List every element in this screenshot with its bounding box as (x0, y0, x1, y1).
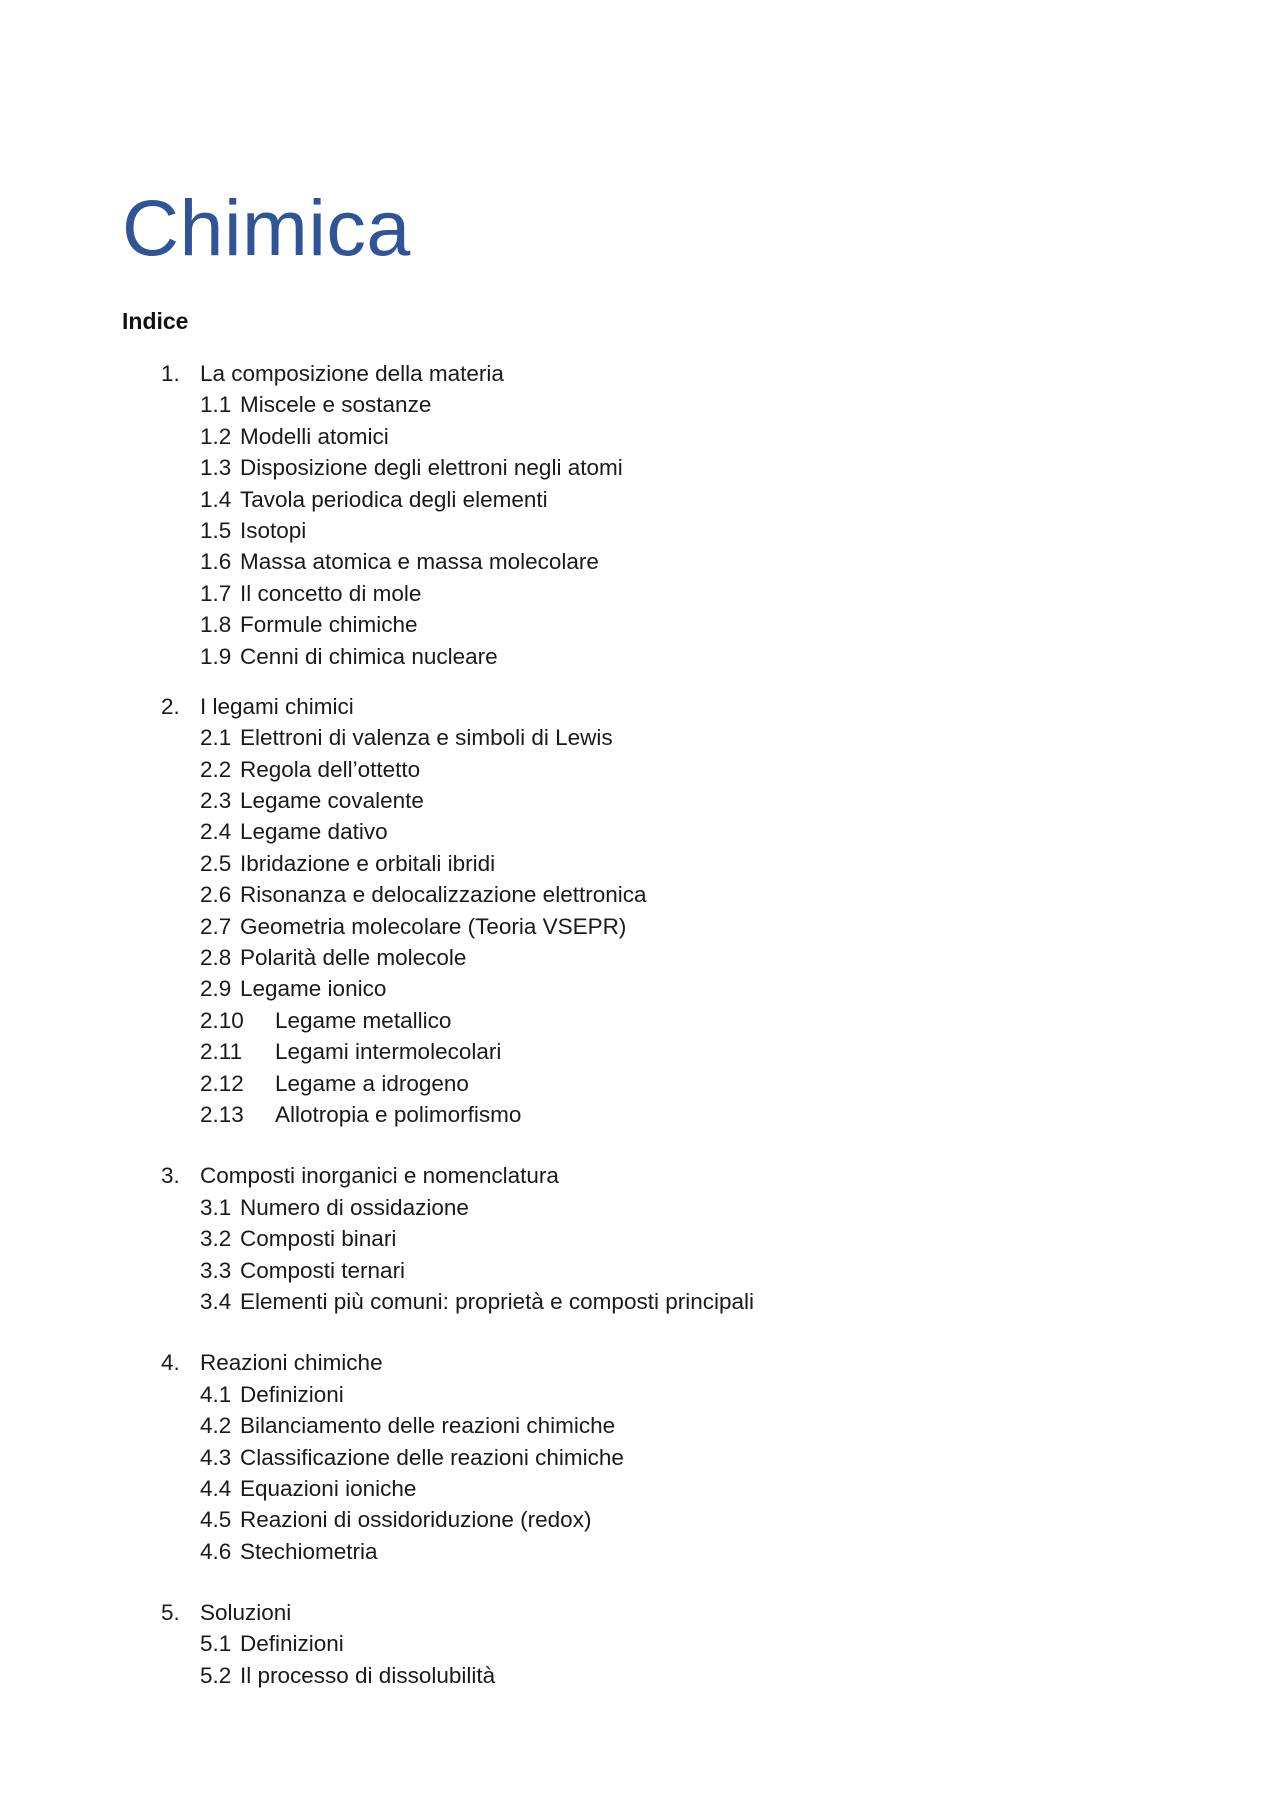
toc-subsection-row (161, 1660, 1161, 1691)
toc-subsection-row (161, 754, 1161, 785)
subsection-title: Ibridazione e orbitali ibridi (240, 850, 496, 876)
subsection-title: Composti binari (240, 1226, 397, 1252)
subsection-title: Modelli atomici (240, 423, 389, 449)
subsection-number: 1.6 (200, 549, 232, 575)
subsection-number: 1.5 (200, 517, 232, 543)
subsection-title: Massa atomica e massa molecolare (240, 549, 599, 575)
subsection-number: 2.9 (200, 976, 232, 1002)
toc-subsection-row (161, 641, 1161, 672)
table-of-contents (161, 358, 1161, 1691)
chapter-title: Soluzioni (200, 1600, 292, 1626)
subsection-number: 2.6 (200, 882, 232, 908)
subsection-number: 1.2 (200, 423, 232, 449)
chapter-number: 4. (161, 1350, 180, 1376)
subsection-number: 2.2 (200, 756, 232, 782)
toc-subsection-row (161, 1536, 1161, 1567)
chapter-number: 2. (161, 693, 180, 719)
toc-subsection-row (161, 848, 1161, 879)
subsection-number: 3.3 (200, 1257, 232, 1283)
toc-subsection-row (161, 452, 1161, 483)
toc-subsection-row (161, 484, 1161, 515)
chapter-number: 3. (161, 1163, 180, 1189)
chapter-title: Composti inorganici e nomenclatura (200, 1163, 559, 1189)
toc-subsection-row (161, 1223, 1161, 1254)
subsection-number: 4.4 (200, 1475, 232, 1501)
toc-subsection-row (161, 1099, 1161, 1130)
chapter-title: Reazioni chimiche (200, 1350, 383, 1376)
subsection-number: 5.2 (200, 1662, 232, 1688)
subsection-title: Cenni di chimica nucleare (240, 643, 498, 669)
subsection-title: Legame ionico (240, 976, 387, 1002)
subsection-title: Definizioni (240, 1381, 344, 1407)
subsection-title: Equazioni ioniche (240, 1475, 417, 1501)
subsection-number: 4.2 (200, 1413, 232, 1439)
subsection-number: 1.9 (200, 643, 232, 669)
subsection-title: Geometria molecolare (Teoria VSEPR) (240, 913, 627, 939)
subsection-title: Il processo di dissolubilità (240, 1662, 496, 1688)
subsection-number: 2.8 (200, 945, 232, 971)
subsection-title: Legame metallico (275, 1007, 452, 1033)
subsection-title: Classificazione delle reazioni chimiche (240, 1444, 624, 1470)
toc-subsection-row (161, 1286, 1161, 1317)
toc-subsection-row (161, 1005, 1161, 1036)
subsection-title: Bilanciamento delle reazioni chimiche (240, 1413, 616, 1439)
toc-chapter-row (161, 1597, 1161, 1628)
toc-subsection-row (161, 1628, 1161, 1659)
subsection-number: 2.7 (200, 913, 232, 939)
subsection-number: 1.1 (200, 392, 232, 418)
toc-subsection-row (161, 578, 1161, 609)
toc-subsection-row (161, 1410, 1161, 1441)
subsection-title: Allotropia e polimorfismo (275, 1101, 522, 1127)
subsection-number: 2.5 (200, 850, 232, 876)
toc-chapter-4 (161, 1347, 1161, 1567)
subsection-title: Polarità delle molecole (240, 945, 467, 971)
subsection-number: 2.10 (200, 1007, 244, 1033)
subsection-number: 2.13 (200, 1101, 244, 1127)
subsection-title: Definizioni (240, 1631, 344, 1657)
subsection-number: 3.2 (200, 1226, 232, 1252)
subsection-title: Legame dativo (240, 819, 388, 845)
toc-chapter-row (161, 358, 1161, 389)
subsection-number: 1.7 (200, 580, 232, 606)
toc-chapter-row (161, 1160, 1161, 1191)
toc-subsection-row (161, 785, 1161, 816)
toc-subsection-row (161, 1379, 1161, 1410)
chapter-number: 1. (161, 361, 180, 386)
subsection-number: 5.1 (200, 1631, 232, 1657)
subsection-title: Stechiometria (240, 1538, 378, 1564)
toc-subsection-row (161, 1192, 1161, 1223)
toc-subsection-row (161, 911, 1161, 942)
toc-subsection-row (161, 515, 1161, 546)
subsection-number: 2.3 (200, 788, 232, 814)
subsection-title: Legame covalente (240, 788, 424, 814)
toc-subsection-row (161, 1255, 1161, 1286)
toc-heading: Indice (122, 308, 189, 334)
toc-subsection-row (161, 1036, 1161, 1067)
subsection-title: Elementi più comuni: proprietà e composti principali (240, 1288, 754, 1314)
subsection-title: Miscele e sostanze (240, 392, 432, 418)
subsection-title: Il concetto di mole (240, 580, 422, 606)
toc-chapter-5 (161, 1597, 1161, 1691)
toc-subsection-row (161, 816, 1161, 847)
toc-subsection-row (161, 942, 1161, 973)
chapter-title: La composizione della materia (200, 361, 504, 386)
subsection-number: 1.8 (200, 612, 232, 638)
chapter-title: I legami chimici (200, 693, 354, 719)
toc-chapter-1 (161, 358, 1161, 672)
subsection-title: Isotopi (240, 517, 307, 543)
subsection-title: Disposizione degli elettroni negli atomi (240, 455, 623, 481)
subsection-title: Formule chimiche (240, 612, 418, 638)
toc-subsection-row (161, 609, 1161, 640)
subsection-number: 2.12 (200, 1070, 244, 1096)
subsection-number: 2.11 (200, 1039, 243, 1065)
subsection-number: 2.1 (200, 725, 232, 751)
toc-subsection-row (161, 1442, 1161, 1473)
subsection-number: 3.1 (200, 1194, 232, 1220)
toc-subsection-row (161, 722, 1161, 753)
chapter-number: 5. (161, 1600, 180, 1626)
document-title: Chimica (122, 183, 411, 272)
subsection-number: 4.1 (200, 1381, 232, 1407)
toc-subsection-row (161, 879, 1161, 910)
toc-subsection-row (161, 546, 1161, 577)
subsection-number: 4.3 (200, 1444, 232, 1470)
toc-subsection-row (161, 1473, 1161, 1504)
subsection-title: Tavola periodica degli elementi (240, 486, 548, 512)
subsection-number: 2.4 (200, 819, 232, 845)
subsection-title: Composti ternari (240, 1257, 406, 1283)
toc-chapter-row (161, 691, 1161, 722)
subsection-title: Numero di ossidazione (240, 1194, 469, 1220)
toc-chapter-row (161, 1347, 1161, 1378)
toc-subsection-row (161, 1068, 1161, 1099)
subsection-title: Elettroni di valenza e simboli di Lewis (240, 725, 613, 751)
subsection-title: Regola dell’ottetto (240, 756, 421, 782)
subsection-title: Legame a idrogeno (275, 1070, 469, 1096)
subsection-number: 3.4 (200, 1288, 232, 1314)
subsection-number: 1.4 (200, 486, 232, 512)
subsection-number: 4.5 (200, 1507, 232, 1533)
subsection-title: Risonanza e delocalizzazione elettronica (240, 882, 647, 908)
toc-subsection-row (161, 1504, 1161, 1535)
toc-chapter-3 (161, 1160, 1161, 1317)
toc-chapter-2 (161, 691, 1161, 1130)
toc-subsection-row (161, 389, 1161, 420)
subsection-number: 1.3 (200, 455, 232, 481)
toc-subsection-row (161, 421, 1161, 452)
toc-subsection-row (161, 973, 1161, 1004)
subsection-title: Legami intermolecolari (275, 1039, 502, 1065)
subsection-number: 4.6 (200, 1538, 232, 1564)
subsection-title: Reazioni di ossidoriduzione (redox) (240, 1507, 592, 1533)
